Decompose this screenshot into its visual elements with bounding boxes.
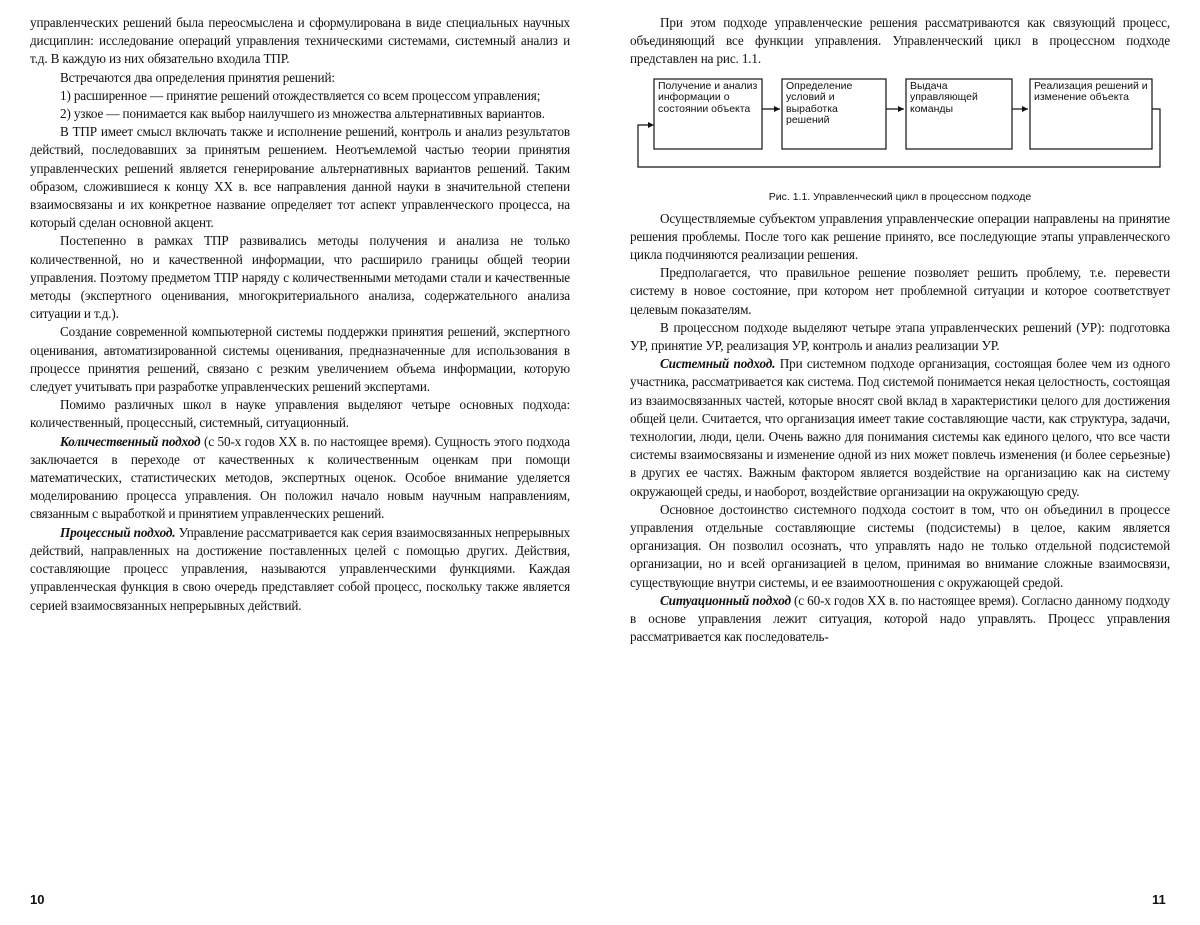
paragraph: В процессном подходе выделяют четыре этапа управленческих решений (УР): подготовка УР, принятие УР, реализация УР, контроль и анализ реализации УР. bbox=[630, 319, 1170, 354]
box-implementation: Реализация решений и изменение объекта bbox=[1034, 79, 1148, 104]
right-page bbox=[630, 14, 1170, 914]
paragraph-systems-approach bbox=[630, 355, 1170, 501]
paragraph-body: (с 50-х годов XX в. по настоящее время). Сущность этого подхода заключается в переходе от качественных к количественным оценкам при помощи математических, статистических методов, экспертных оценок. Особое внимание уделяется моделированию процесса управления. Он положил начало новым научным направлениям, связанным с выработкой и принятием управленческих решений. bbox=[30, 433, 571, 522]
paragraph: Встречаются два определения принятия решений: bbox=[60, 69, 335, 85]
paragraph: Основное достоинство системного подхода состоит в том, что он объединил в процессе управления отдельные составляющие системы (подсистемы) в целое, каким является организация. Он позволил осознать, что управлять надо не только отдельной подсистемой организации, но и всей организацией в целом, принимая во внимание сложные взаимосвязи, существующие внутри системы, и ее взаимоотношения с окружающей средой. bbox=[630, 501, 1170, 590]
management-cycle-figure bbox=[630, 75, 1170, 210]
left-page bbox=[30, 14, 570, 914]
list-item: 1) расширенное — принятие решений отождествляется со всем процессом управления; bbox=[60, 87, 541, 103]
paragraph: В ТПР имеет смысл включать также и исполнение решений, контроль и анализ результатов действий, последовавших за принятым решением. Неотъемлемой частью теории принятия управленческих решений является генерирование альтернативных вариантов решений. Таким образом, сложившиеся к концу XX в. все направления данной науки в значительной степени взаимосвязаны и их конкретное название определяет тот аспект управленческого процесса, на который сделан основной акцент. bbox=[30, 124, 570, 231]
paragraph: При этом подходе управленческие решения рассматриваются как связующий процесс, объединяющий все функции управления. Управленческий цикл в процессном подходе представлен на рис. 1.1. bbox=[630, 15, 1170, 67]
run-in-heading: Процессный подход. bbox=[60, 524, 176, 540]
paragraph: управленческих решений была переосмыслена и сформулирована в виде специальных научных дисциплин: исследование операций управления техническими системами, системный анализ и т.д. В каждую из них обязательно входила ТПР. bbox=[30, 15, 570, 67]
run-in-heading: Количественный подход bbox=[60, 433, 201, 449]
list-item: 2) узкое — понимается как выбор наилучшего из множества альтернативных вариантов. bbox=[60, 106, 545, 122]
box-information: Получение и анализ информации о состоянии объекта bbox=[658, 79, 758, 115]
paragraph: Осуществляемые субъектом управления управленческие операции направлены на принятие решения проблемы. После того как решение принято, все последующие этапы управленческого цикла подчиняются реализации решения. bbox=[630, 210, 1170, 263]
box-decision-making: Определение условий и выработка решений bbox=[786, 79, 853, 127]
paragraph-quantitative-approach bbox=[30, 433, 570, 524]
box-command: Выдача управляющей команды bbox=[910, 79, 978, 115]
paragraph: Постепенно в рамках ТПР развивались методы получения и анализа не только количественной, но и качественной информации, что расширило границы общей теории управления. Поэтому предметом ТПР наряду с количественными методами стали и качественные методы (экспертного оценивания, многокритериального анализа, содержательного анализа ситуации и т.д.). bbox=[30, 233, 570, 322]
paragraph-body: (с 60-х годов XX в. по настоящее время). Согласно данному подходу в основе управления лежит ситуация, которой надо управлять. Процесс управления рассматривается как последователь- bbox=[630, 592, 1170, 645]
paragraph: Создание современной компьютерной системы поддержки принятия решений, экспертного оценивания, автоматизированной системы оценивания, предназначенные для использования в процессе принятия решений, связано с резким увеличением объема информации, которую следует учитывать при разработке управленческих решений экспертами. bbox=[30, 324, 570, 395]
paragraph: Предполагается, что правильное решение позволяет решить проблему, т.е. перевести систему в новое состояние, при котором нет проблемной ситуации и которое соответствует целевым показателям. bbox=[630, 265, 1170, 317]
paragraph-body: При системном подходе организация, состоящая более чем из одного участника, рассматривается как система. Под системой понимается некая целостность, состоящая из взаимосвязанных частей, которые вносят свой вклад в характеристики целого для достижения общей цели. Считается, что организация имеет такие составляющие части, как структура, задачи, технологии, люди, цели. Очень важно для понимания системы как единого целого, что все части системы взаимосвязаны и изменение одной из них может повлечь изменения (и более серьезные) в других ее частях. Важным фактором является воздействие на организацию как на систему окружающей среды, и наоборот, воздействие организации на окружающую среду. bbox=[630, 356, 1171, 499]
paragraph-process-approach bbox=[30, 524, 570, 615]
paragraph-situational-approach bbox=[630, 592, 1170, 647]
paragraph: Помимо различных школ в науке управления выделяют четыре основных подхода: количественный, процессный, системный, ситуационный. bbox=[30, 397, 570, 431]
run-in-heading: Ситуационный подход bbox=[660, 592, 791, 608]
run-in-heading: Системный подход. bbox=[660, 356, 776, 372]
figure-caption: Рис. 1.1. Управленческий цикл в процессном подходе bbox=[768, 190, 1032, 203]
paragraph-body: Управление рассматривается как серия взаимосвязанных непрерывных действий, направленных на достижение поставленных целей с помощью других. Действия, составляющие процесс управления, называются управленческими функциями. Каждая управленческая функция в свою очередь представляет собой процесс, поскольку также является серией взаимосвязанных непрерывных действий. bbox=[30, 524, 570, 613]
page-number: 11 bbox=[1152, 892, 1166, 907]
page-number: 10 bbox=[30, 892, 45, 907]
